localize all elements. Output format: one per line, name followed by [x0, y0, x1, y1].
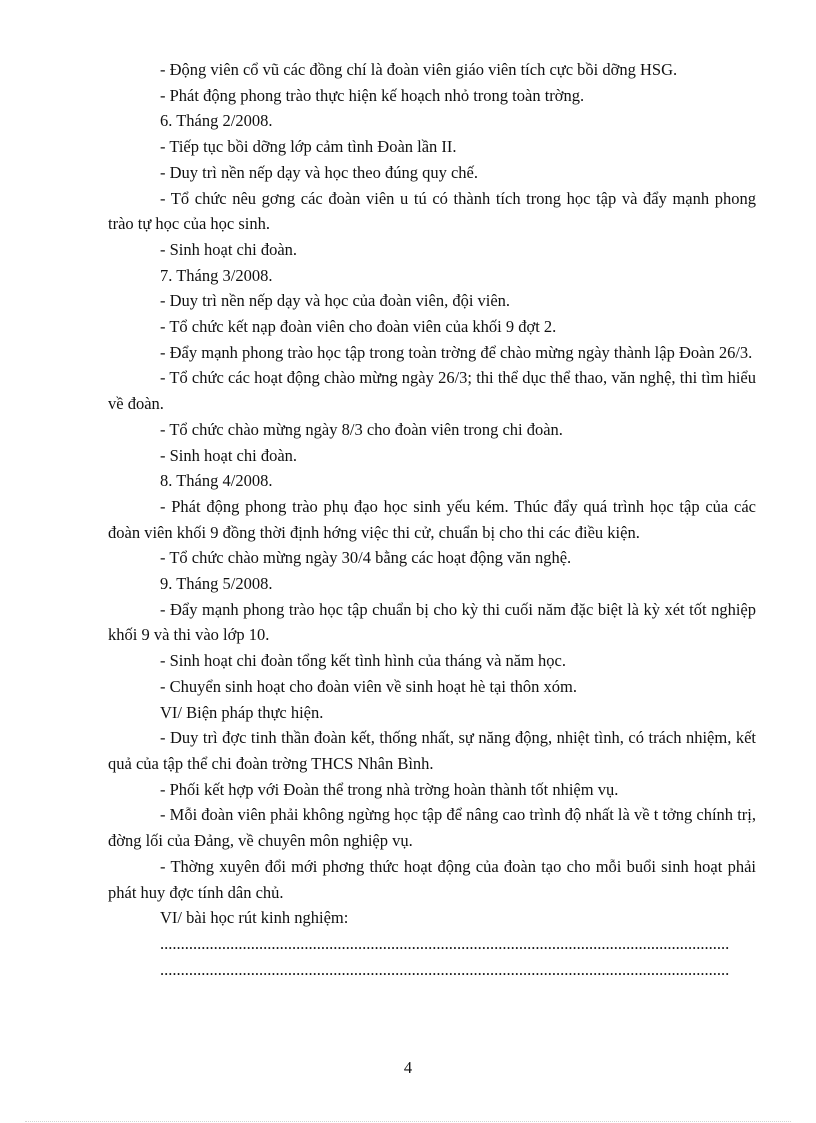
section-heading: 8. Tháng 4/2008.	[160, 471, 273, 491]
paragraph: - Đẩy mạnh phong trào học tập trong toàn trờng để chào mừng ngày thành lập Đoàn 26/3.	[160, 342, 753, 362]
paragraph: - Chuyển sinh hoạt cho đoàn viên về sinh hoạt hè tại thôn xóm.	[160, 676, 578, 696]
section-heading: 6. Tháng 2/2008.	[160, 111, 273, 131]
page-number: 4	[403, 1058, 413, 1077]
paragraph: - Tổ chức chào mừng ngày 30/4 bằng các hoạt động văn nghệ.	[160, 548, 572, 568]
section-heading: VI/ bài học rút kinh nghiệm:	[160, 908, 349, 928]
dotted-line: ..........................................................................................................................................	[160, 959, 730, 979]
paragraph: - Tổ chức nêu gơng các đoàn viên u tú có thành tích trong học tập và đẩy mạnh phong trào tự học của học sinh.	[108, 188, 756, 234]
paragraph: - Phát động phong trào phụ đạo học sinh yếu kém. Thúc đẩy quá trình học tập của các đoàn viên khối 9 đồng thời định hớng việc thi cử, chuẩn bị cho thi các điều kiện.	[108, 496, 756, 542]
paragraph: - Tiếp tục bồi dỡng lớp cảm tình Đoàn lần II.	[160, 137, 457, 157]
paragraph: - Tổ chức các hoạt động chào mừng ngày 26/3; thi thể dục thể thao, văn nghệ, thi tìm hiểu về đoàn.	[108, 368, 756, 414]
paragraph: - Sinh hoạt chi đoàn.	[160, 445, 298, 465]
dotted-line: ..........................................................................................................................................	[160, 933, 730, 953]
paragraph: - Mỗi đoàn viên phải không ngừng học tập để nâng cao trình độ nhất là về t tởng chính trị, đờng lối của Đảng, về chuyên môn nghiệp vụ.	[108, 805, 756, 851]
paragraph: - Duy trì nền nếp dạy và học theo đúng quy chế.	[160, 162, 478, 182]
section-heading: 9. Tháng 5/2008.	[160, 574, 273, 594]
page-bottom-divider	[25, 1121, 791, 1122]
paragraph: - Thờng xuyên đổi mới phơng thức hoạt động của đoàn tạo cho mỗi buổi sinh hoạt phải phát huy đợc tính dân chủ.	[108, 856, 756, 902]
paragraph: - Sinh hoạt chi đoàn.	[160, 239, 298, 259]
paragraph: - Tổ chức chào mừng ngày 8/3 cho đoàn viên trong chi đoàn.	[160, 419, 563, 439]
paragraph: - Phát động phong trào thực hiện kế hoạch nhỏ trong toàn trờng.	[160, 85, 585, 105]
paragraph: - Duy trì đợc tinh thần đoàn kết, thống nhất, sự năng động, nhiệt tình, có trách nhiệm, kết quả của tập thể chi đoàn trờng THCS Nhân Bình.	[108, 728, 756, 773]
paragraph: - Đẩy mạnh phong trào học tập chuẩn bị cho kỳ thi cuối năm đặc biệt là kỳ xét tốt nghiệp khối 9 và thi vào lớp 10.	[108, 599, 756, 645]
paragraph: - Sinh hoạt chi đoàn tổng kết tình hình của tháng và năm học.	[160, 651, 566, 671]
section-heading: 7. Tháng 3/2008.	[160, 265, 273, 285]
paragraph: - Tổ chức kết nạp đoàn viên cho đoàn viên của khối 9 đợt 2.	[160, 317, 557, 337]
page-body	[108, 57, 756, 982]
section-heading: VI/ Biện pháp thực hiện.	[160, 702, 324, 722]
paragraph: - Phối kết hợp với Đoàn thể trong nhà trờng hoàn thành tốt nhiệm vụ.	[160, 779, 619, 799]
paragraph: - Động viên cổ vũ các đồng chí là đoàn viên giáo viên tích cực bồi dỡng HSG.	[160, 60, 678, 79]
paragraph: - Duy trì nền nếp dạy và học của đoàn viên, đội viên.	[160, 291, 511, 311]
